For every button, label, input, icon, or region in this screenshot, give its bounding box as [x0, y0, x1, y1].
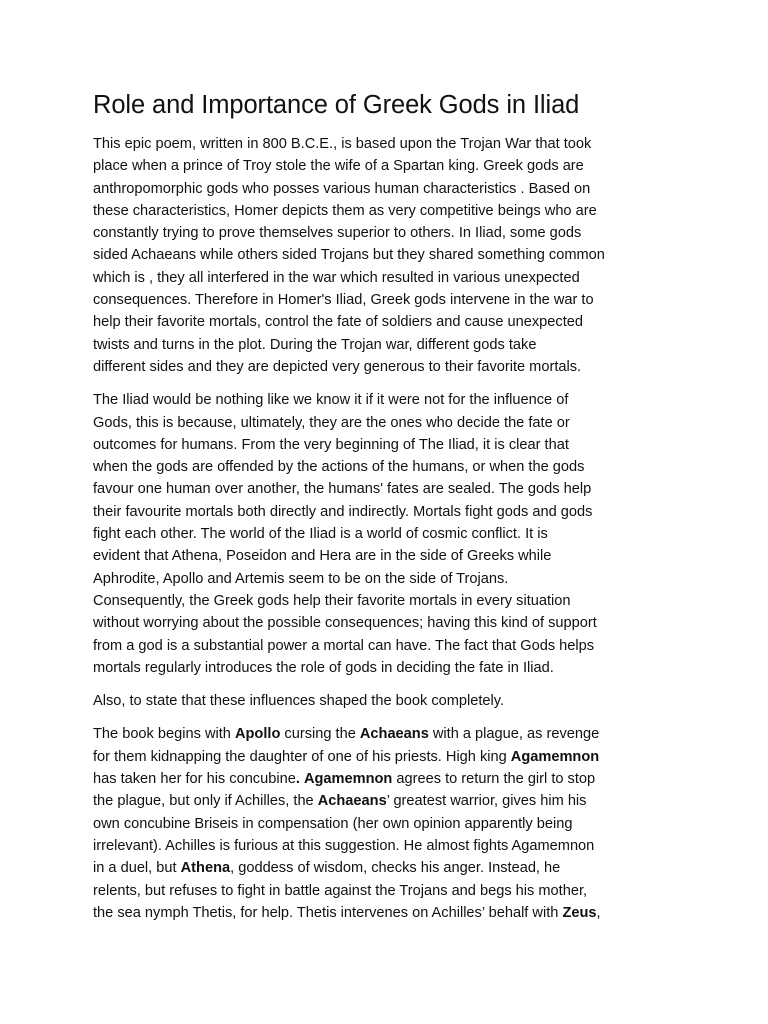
text-segment: place when a prince of Troy stole the wife of a Spartan king. Greek gods are — [93, 158, 584, 175]
text-line — [93, 289, 685, 311]
text-segment: the sea nymph Thetis, for help. Thetis intervenes on Achilles’ behalf with — [93, 904, 563, 921]
paragraph — [93, 690, 685, 712]
text-line — [93, 857, 685, 879]
text-segment: these characteristics, Homer depicts them as very competitive beings who are — [93, 202, 597, 219]
text-line — [93, 155, 685, 177]
text-segment: Aphrodite, Apollo and Artemis seem to be on the side of Trojans. — [93, 570, 509, 587]
text-line — [93, 478, 685, 500]
text-line — [93, 835, 685, 857]
document-body — [93, 133, 685, 924]
text-segment: help their favorite mortals, control the fate of soldiers and cause unexpected — [93, 314, 583, 331]
document-title: Role and Importance of Greek Gods in Iliad — [93, 91, 580, 119]
text-segment: without worrying about the possible consequences; having this kind of support — [93, 615, 597, 632]
text-line — [93, 267, 685, 289]
text-segment: which is , they all interfered in the war which resulted in various unexpected — [93, 269, 580, 286]
text-line — [93, 612, 685, 634]
bold-text: . — [295, 771, 300, 788]
text-segment: This epic poem, written in 800 B.C.E., is based upon the Trojan War that took — [93, 136, 592, 152]
text-line — [93, 412, 685, 434]
text-segment: relents, but refuses to fight in battle against the Trojans and begs his mother, — [93, 882, 588, 899]
text-segment: Also, to state that these influences shaped the book completely. — [93, 693, 505, 710]
text-line — [93, 311, 685, 333]
text-segment: evident that Athena, Poseidon and Hera are in the side of Greeks while — [93, 548, 552, 565]
text-segment: constantly trying to prove themselves superior to others. In Iliad, some gods — [93, 225, 582, 242]
text-line — [93, 523, 685, 545]
text-segment: , — [596, 904, 601, 921]
text-segment: when the gods are offended by the actions of the humans, or when the gods — [93, 459, 585, 476]
text-segment: Gods, this is because, ultimately, they are the ones who decide the fate or — [93, 414, 570, 431]
bold-text: Achaeans — [359, 726, 429, 743]
text-line — [93, 768, 685, 790]
paragraph — [93, 389, 685, 679]
text-line — [93, 657, 685, 679]
text-segment: agrees to return the girl to stop — [392, 771, 596, 788]
text-line — [93, 590, 685, 612]
text-line — [93, 568, 685, 590]
text-segment: the plague, but only if Achilles, the — [93, 793, 318, 810]
bold-text: Achaeans — [317, 793, 387, 810]
text-segment: favour one human over another, the humans' fates are sealed. The gods help — [93, 481, 592, 498]
bold-text: Zeus — [562, 904, 597, 921]
bold-text: Apollo — [234, 726, 281, 743]
text-segment: consequences. Therefore in Homer's Iliad, Greek gods intervene in the war to — [93, 292, 594, 309]
text-line — [93, 456, 685, 478]
text-segment: in a duel, but — [93, 860, 181, 877]
text-segment: fight each other. The world of the Iliad is a world of cosmic conflict. It is — [93, 526, 548, 543]
text-segment: has taken her for his concubine — [93, 771, 296, 788]
text-line — [93, 723, 685, 745]
text-segment: twists and turns in the plot. During the Trojan war, different gods take — [93, 336, 537, 353]
text-line — [93, 434, 685, 456]
text-line — [93, 244, 685, 266]
bold-text: Agamemnon — [303, 771, 393, 788]
bold-text: Athena — [180, 860, 231, 877]
text-segment: their favourite mortals both directly and indirectly. Mortals fight gods and gods — [93, 503, 593, 520]
text-line — [93, 746, 685, 768]
text-line — [93, 389, 685, 411]
text-segment: , goddess of wisdom, checks his anger. Instead, he — [230, 860, 561, 877]
text-line — [93, 545, 685, 567]
text-segment: cursing the — [280, 726, 360, 743]
text-line — [93, 902, 685, 924]
text-segment: with a plague, as revenge — [428, 726, 600, 743]
text-line — [93, 880, 685, 902]
text-line — [93, 790, 685, 812]
text-segment: The Iliad would be nothing like we know it if it were not for the influence of — [93, 392, 569, 409]
text-segment: anthropomorphic gods who posses various human characteristics . Based on — [93, 180, 591, 197]
text-segment: from a god is a substantial power a mortal can have. The fact that Gods helps — [93, 637, 595, 654]
text-segment: ’ greatest warrior, gives him his — [386, 793, 587, 810]
text-segment: irrelevant). Achilles is furious at this suggestion. He almost fights Agamemnon — [93, 837, 595, 854]
text-segment: own concubine Briseis in compensation (her own opinion apparently being — [93, 815, 573, 832]
text-line — [93, 690, 685, 712]
text-line — [93, 200, 685, 222]
text-line — [93, 334, 685, 356]
paragraph — [93, 723, 685, 924]
text-line — [93, 222, 685, 244]
text-segment: outcomes for humans. From the very beginning of The Iliad, it is clear that — [93, 436, 569, 453]
text-line — [93, 635, 685, 657]
text-segment: for them kidnapping the daughter of one of his priests. High king — [93, 748, 511, 765]
text-segment: different sides and they are depicted very generous to their favorite mortals. — [93, 358, 582, 375]
text-line — [93, 501, 685, 523]
document-page — [93, 88, 685, 935]
text-line — [93, 133, 685, 155]
text-segment: Consequently, the Greek gods help their favorite mortals in every situation — [93, 592, 571, 609]
text-segment: The book begins with — [93, 726, 235, 743]
bold-text: Agamemnon — [510, 748, 600, 765]
paragraph — [93, 133, 685, 378]
text-line — [93, 356, 685, 378]
text-line — [93, 178, 685, 200]
text-line — [93, 813, 685, 835]
text-segment: sided Achaeans while others sided Trojans but they shared something common — [93, 247, 605, 264]
text-segment: mortals regularly introduces the role of gods in deciding the fate in Iliad. — [93, 659, 554, 676]
